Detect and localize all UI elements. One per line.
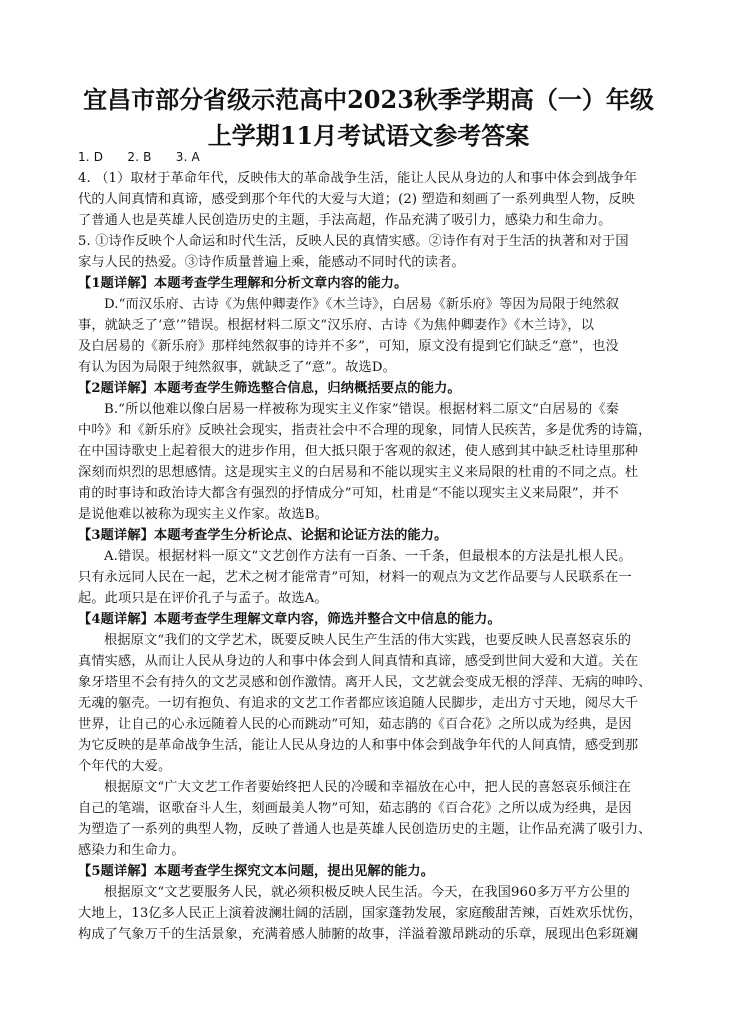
section-heading: 【1题详解】本题考查学生理解和分析文章内容的能力。 [78,276,408,291]
page-title-line2: 上学期11月考试语文参考答案 [207,121,530,150]
text-line: 有认为因为局限于纯然叙事，就缺乏了“意”。故选D。 [78,360,396,375]
text-line: D.“而汉乐府、古诗《为焦仲卿妻作》《木兰诗》，白居易《新乐府》等因为局限于纯然叙 [104,297,620,312]
text-line: 代的人间真情和真谛，感受到那个年代的大爱与大道；(2) 塑造和刻画了一系列典型人物，反映 [78,192,635,207]
text-line: 世界，让自己的心永远随着人民的心而跳动”可知，茹志鹃的《百合花》之所以成为经典，是因 [78,717,632,732]
text-line: 1. D 2. B 3. A [78,150,200,164]
text-line: 根据原文“文艺要服务人民，就必须积极反映人民生活。今天，在我国960多万平方公里的 [104,885,630,900]
text-line: 事，就缺乏了‘意’”错误。根据材料二原文“汉乐府、古诗《为焦仲卿妻作》《木兰诗》，以 [78,318,595,333]
text-line: 5. ①诗作反映个人命运和时代生活，反映人民的真情实感。②诗作有对于生活的执著和对于国 [78,234,629,249]
text-line: 在中国诗歌史上起着很大的进步作用，但大抵只限于客观的叙述，使人感到其中缺乏杜诗里那种 [78,444,639,459]
text-line: 为塑造了一系列的典型人物，反映了普通人也是英雄人民创造历史的主题，让作品充满了吸引力、 [78,822,652,837]
section-heading: 【5题详解】本题考查学生探究文本问题，提出见解的能力。 [78,864,435,879]
text-line: 无魂的躯壳。一切有抱负、有追求的文艺工作者都应该追随人民脚步，走出方寸天地，阅尽大千 [78,696,639,711]
text-line: B.“所以他难以像白居易一样被称为现实主义作家”错误。根据材料二原文“白居易的《秦 [104,402,620,417]
text-line: 及白居易的《新乐府》那样纯然叙事的诗并不多”，可知，原文没有提到它们缺乏“意”，也没 [78,339,619,354]
text-line: 根据原文“我们的文学艺术，既要反映人民生产生活的伟大实践，也要反映人民喜怒哀乐的 [104,633,632,648]
text-line: 4. （1）取材于革命年代，反映伟大的革命战争生活，能让人民从身边的人和事中体会到战争年 [78,171,638,186]
text-line: 根据原文“广大文艺工作者要始终把人民的冷暖和幸福放在心中，把人民的喜怒哀乐倾注在 [104,780,632,795]
text-line: 家与人民的热爱。③诗作质量普遍上乘，能感动不同时代的读者。 [78,255,465,270]
text-line: A.错误。根据材料一原文“文艺创作方法有一百条、一千条，但最根本的方法是扎根人民。 [104,549,632,564]
text-line: 大地上，13亿多人民正上演着波澜壮阔的活剧，国家蓬勃发展，家庭酸甜苦辣，百姓欢乐忧伤， [78,906,642,921]
text-line: 象牙塔里不会有持久的文艺灵感和创作激情。离开人民，文艺就会变成无根的浮萍、无病的呻吟、 [78,675,652,690]
section-heading: 【3题详解】本题考查学生分析论点、论据和论证方法的能力。 [78,528,448,543]
text-line: 起。此项只是在评价孔子与孟子。故选A。 [78,591,328,606]
page-title-line1: 宜昌市部分省级示范高中2023秋季学期高（一）年级 [83,85,654,114]
section-heading: 【4题详解】本题考查学生理解文章内容，筛选并整合文中信息的能力。 [78,612,501,627]
text-line: 了普通人也是英雄人民创造历史的主题，手法高超，作品充满了吸引力，感染力和生命力。 [78,213,612,228]
section-heading: 【2题详解】本题考查学生筛选整合信息，归纳概括要点的能力。 [78,381,461,396]
text-line: 为它反映的是革命战争生活，能让人民从身边的人和事中体会到战争年代的人间真情，感受到那 [78,738,639,753]
text-line: 中吟》和《新乐府》反映社会现实，指责社会中不合理的现象，同情人民疾苦，多是优秀的诗篇， [78,423,652,438]
text-line: 构成了气象万千的生活景象，充满着感人肺腑的故事，洋溢着激昂跳动的乐章，展现出色彩斑斓 [78,927,639,942]
text-line: 自己的笔端，讴歌奋斗人生，刻画最美人物”可知，茹志鹃的《百合花》之所以成为经典，是因 [78,801,632,816]
text-line: 个年代的大爱。 [78,759,172,774]
text-line: 只有永远同人民在一起，艺术之树才能常青”可知，材料一的观点为文艺作品要与人民联系在一 [78,570,632,585]
text-line: 真情实感，从而让人民从身边的人和事中体会到人间真情和真谛，感受到世间大爱和大道。关在 [78,654,639,669]
text-line: 深刻而炽烈的思想感情。这是现实主义的白居易和不能以现实主义来局限的杜甫的不同之点。杜 [78,465,639,480]
text-line: 感染力和生命力。 [78,843,185,858]
text-line: 是说他难以被称为现实主义作家。故选B。 [78,507,328,522]
text-line: 甫的时事诗和政治诗大都含有强烈的抒情成分”可知，杜甫是“不能以现实主义来局限”，并不 [78,486,619,501]
